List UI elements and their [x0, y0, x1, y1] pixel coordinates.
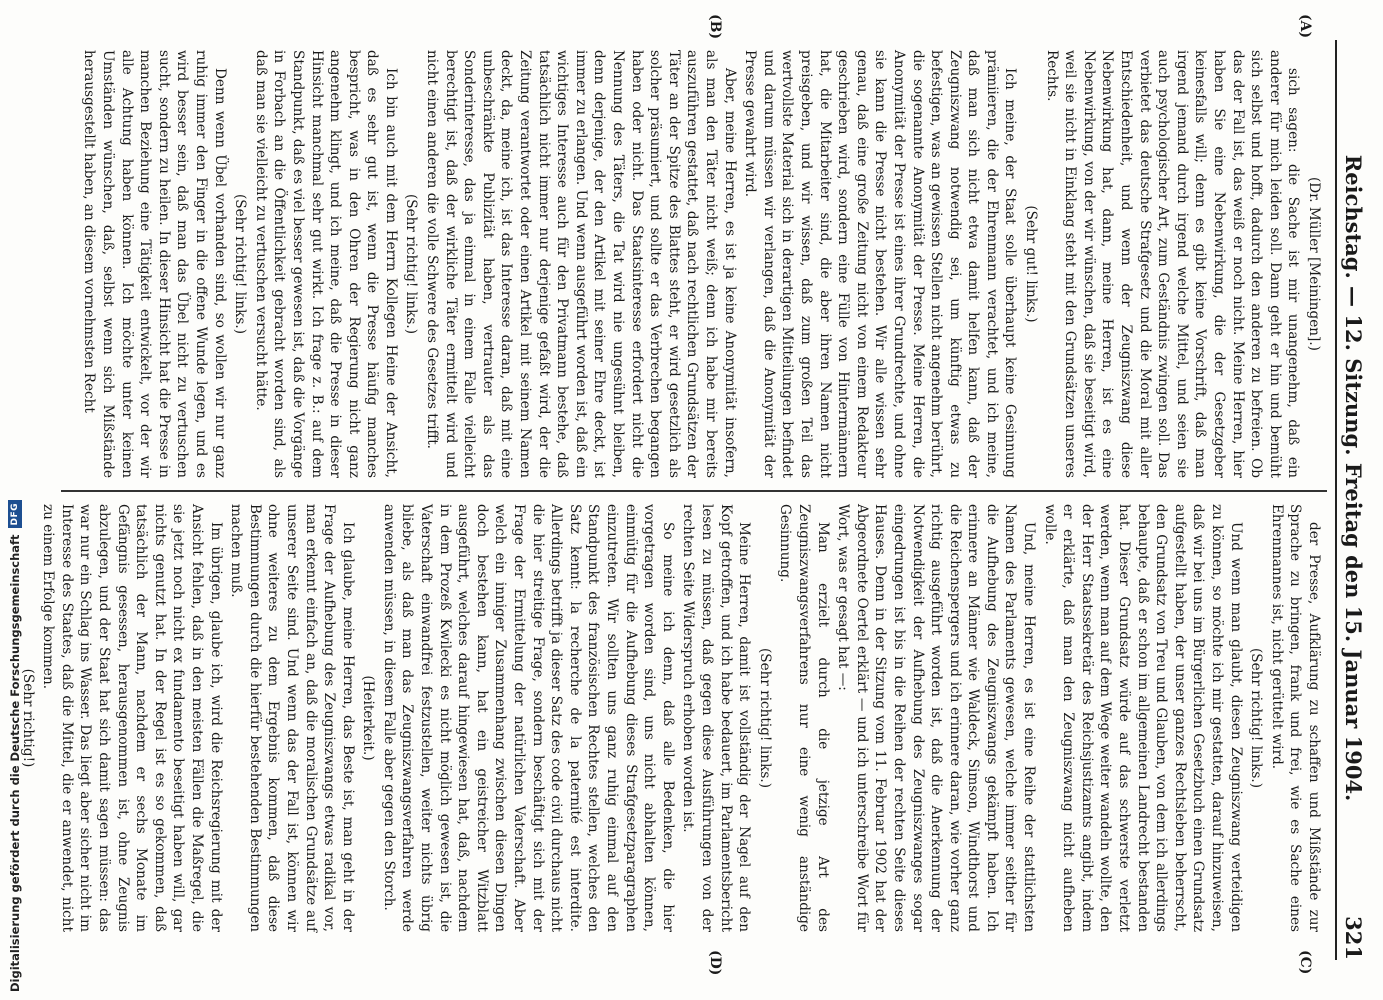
paragraph: Meine Herren, damit ist vollständig der Nagel auf den Kopf getroffen, und ich habe bedauert, im Parlamentsbericht lesen zu müssen, daß gegen diese Ausführungen von der rechten Seite Widerspruch erhoben worden ist. [680, 504, 753, 932]
page-number: 321 [1341, 916, 1367, 960]
paragraph: Und wenn man glaubt, diesen Zeugniszwang verteidigen zu können, so möchte ich mir gestatten, darauf hinzuweisen, daß wir bei uns im Bürgerlichen Gesetzbuch einen Grundsatz aufgestellt haben, der unser ganzes Rechtsleben beherrscht, den Grundsatz von Treu und Glauben, von dem ich allerdings behaupte, daß er schon im allgemeinen Landrecht bestanden hat. Dieser Grundsatz würde auf das schwerste verletzt werden, wenn man auf dem Wege weiter wandeln wollte, den der Herr Staatssekretär des Reichsjustizamts angibt, indem er erklärte, daß man den Zeugniszwang nicht aufheben wolle. [1041, 504, 1244, 932]
paragraph: Denn wenn Übel vorhanden sind, so wollen wir nur ganz ruhig immer den Finger in die offene Wunde legen, und es wird besser sein, daß man das Übel nicht zu vertuschen sucht, sondern zu heilen. In dieser Hinsicht hat die Presse in manchen Beziehung eine Tätigkeit entwickelt, vor der wir alle Achtung haben können. Ich möchte unter keinen Umständen wünschen, daß, selbst wenn sich Mißstände herausgestellt haben, an diesem vornehmsten Recht [81, 50, 228, 478]
paragraph: Im übrigen, glaube ich, wird die Reichsregierung mit der Ansicht fehlen, daß in den meisten Fällen die Maßregel, die sie jetzt noch nicht ex fundamento beseitigt haben will, gar nichts genutzt hat. In der Regel ist es so gekommen, daß tatsächlich der Mann, nachdem er sechs Monate im Gefängnis gesessen, herausgenommen ist, ohne Zeugnis abzulegen, und der Staat hat sich damit sagen müssen: das war nur ein Schlag ins Wasser. Das liegt aber sicher nicht im Interesse des Staates, daß die Mittel, die er anwendet, nicht zu einem Erfolge kommen. [40, 504, 224, 932]
page-header [1335, 40, 1371, 960]
footer-text: Digitalisierung gefördert durch die Deutsche Forschungsgemeinschaft [8, 534, 22, 992]
left-text-column [63, 50, 1323, 478]
interjection: (Sehr richtig! links.) [403, 193, 420, 335]
column-divider [61, 490, 1327, 492]
interjection: (Sehr gut! links.) [1023, 205, 1040, 323]
paragraph: sich sagen: die Sache ist mir unangenehm, daß ein anderer für mich leiden soll. Dann geht er hin und bemüht sich selbst und hofft, dadurch den anderen zu befreien. Ob das der Fall ist, das weiß er noch nicht. Meine Herren, hier haben Sie eine Nebenwirkung, die der Gesetzgeber keinesfalls will; denn es gibt keine Vorschrift, daß man irgend jemand durch irgend welche Mittel, und seien sie auch psychologischer Art, zum Geständnis zwingen soll. Das verbietet das deutsche Strafgesetz und die Moral mit aller Entschiedenheit, und wenn der Zeugniszwang diese Nebenwirkung hat, dann, meine Herren, ist es eine Nebenwirkung, von der wir wünschen, daß sie beseitigt wird, weil sie nicht in Einklang steht mit den Grundsätzen unseres Rechts. [1043, 50, 1302, 478]
margin-mark-d: (D) [707, 950, 723, 976]
margin-mark-b: (B) [707, 14, 723, 40]
interjection: (Sehr richtig! links.) [232, 193, 249, 335]
interjection: (Sehr richtig! links.) [1248, 647, 1265, 789]
right-text-column [19, 504, 1323, 932]
paragraph: Ich glaube, meine Herren, das Beste ist, man geht in der Frage der Aufhebung des Zeugniszwangs etwas radikal vor, man erkennt einfach an, daß die moralischen Grundsätze auf unserer Seite sind. Und wenn das der Fall ist, können wir ohne weiteres zu dem Ergebnis kommen, daß diese Bestimmungen durch die hierfür bestehenden Bestimmungen machen muß. [228, 504, 356, 932]
paragraph: Ich bin auch mit dem Herrn Kollegen Heine der Ansicht, daß es sehr gut ist, wenn die Presse häufig manches bespricht, was in den Ohren der Regierung nicht ganz angenehm klingt, und ich meine, daß die Presse in dieser Hinsicht manchmal sehr gut wirkt. Ich frage z. B.: auf dem Standpunkt, daß es viel besser gewesen ist, daß die Vorgänge in Forbach an die Öffentlichkeit gebracht worden sind, als daß man sie vielleicht zu vertuschen versucht hätte. [252, 50, 399, 478]
speaker-label: (Dr. Müller [Meiningen].) [1306, 177, 1322, 351]
interjection: (Sehr richtig!) [19, 668, 36, 768]
interjection: (Heiterkeit.) [360, 675, 377, 761]
margin-mark-a: (A) [1297, 14, 1313, 39]
interjection: (Sehr richtig! links.) [756, 647, 773, 789]
paragraph: der Presse, Aufklärung zu schaffen und Mißstände zur Sprache zu bringen, frank und frei, wie es Sache eines Ehrenmannes ist, nicht gerüttelt wird. [1268, 504, 1322, 932]
paragraph: Und, meine Herren, es ist eine Reihe der stattlichsten Namen des Parlaments gewesen, welche immer seither für die Aufhebung des Zeugniszwangs gekämpft haben. Ich erinnere an Männer wie Waldeck, Simson, Windthorst und die Reichenspergers und ich erinnere daran, wie vorher ganz richtig ausgeführt worden ist, daß die Anerkennung der Notwendigkeit der Aufhebung des Zeugniszwanges sogar eingedrungen ist bis in die Reihen der rechten Seite dieses Hauses. Denn in der Sitzung vom 11. Februar 1902 hat der Abgeordnete Oertel erklärt — und ich unterschreibe Wort für Wort, was er gesagt hat —: [835, 504, 1038, 932]
paragraph: Man erzielt durch die jetzige Art des Zeugniszwangsverfahrens nur eine wenig anständige Gesinnung. [777, 504, 831, 932]
dfg-logo: DFG [8, 500, 22, 529]
digitization-footer [0, 0, 30, 1000]
margin-mark-c: (C) [1297, 950, 1313, 975]
paragraph: Ich meine, der Staat solle überhaupt keine Gesinnung prämiieren, die der Ehrenmann verachtet, und ich meine, daß man sich nicht etwa damit helfen kann, daß der Zeugniszwang notwendig sei, um künftig etwas zu befestigen, was an gewissen Stellen nicht angenehm berührt, die sogenannte Anonymität der Presse. Meine Herren, die Anonymität der Presse ist eines ihrer Grundrechte, und ohne sie kann die Presse nicht bestehen. Wir alle wissen sehr genau, daß eine große Zeitung nicht von einem Redakteur geschrieben wird, sondern eine Fülle von Hintermännern hat, die Mitarbeiter sind, die aber ihren Namen nicht preisgeben, und wir wissen, daß zum großen Teil das wertvollste Material sich in derartigen Mitteilungen befindet und darum müssen wir verlangen, daß die Anonymität der Presse gewahrt wird. [742, 50, 1019, 478]
paragraph: So meine ich denn, daß alle Bedenken, die hier vorgetragen worden sind, uns nicht abhalten können, einmütig für die Aufhebung dieses Strafgesetzparagraphen einzutreten. Wir sollten uns ganz ruhig einmal auf den Standpunkt des französischen Rechtes stellen, welches den Satz kennt: la recherche de la paternité est interdite. Allerdings betrifft ja dieser Satz des code civil durchaus nicht die hier streitige Frage, sondern beschäftigt sich mit der Frage der Ermittelung der natürlichen Vaterschaft. Aber welch ein inniger Zusammenhang zwischen diesen Dingen doch bestehen kann, hat ein geistreicher Witzblatt ausgeführt, welches darauf hingewiesen hat, daß, nachdem in dem Prozeß Kwilecki es nicht möglich gewesen ist, die Vaterschaft einwandfrei festzustellen, weiter nichts übrig bliebe, als daß man das Zeugniszwangsverfahren werde anwenden müssen, in diesem Falle aber gegen den Storch. [380, 504, 676, 932]
paragraph: Aber, meine Herren, es ist ja keine Anonymität insofern, als man den Täter nicht weiß; denn ich habe mir bereits auszuführen gestattet, daß nach rechtlichen Grundsätzen der Täter an der Spitze des Blattes steht, er wird gesetzlich als solcher präsumiert, und sollte er das Verbrechen begangen haben oder nicht. Das Staatsinteresse erfordert nicht die Nennung des Täters, die Tat wird nie ungesühnt bleiben, denn derjenige, der den Artikel mit seiner Ehre deckt, ist immer zu erlangen. Und wenn ausgeführt worden ist, daß ein wichtiges Interesse auch für den Privatmann bestehe, daß tatsächlich nicht immer nur derjenige gefaßt wird, der die Zeitung verantwortet oder einen Artikel mit seinem Namen deckt, da, meine ich, ist das Interesse daran, daß mit eine unbeschränkte Publizität haben, vertrauter als das Sonderinteresse, das ja einmal in einem Falle vielleicht berechtigt ist, daß der wirkliche Täter ermittelt wird und nicht einen anderen die volle Schwere des Gesetzes trifft. [424, 50, 738, 478]
header-title: Reichstag. — 12. Sitzung. Freitag den 15. Januar 1904. [1341, 154, 1367, 802]
